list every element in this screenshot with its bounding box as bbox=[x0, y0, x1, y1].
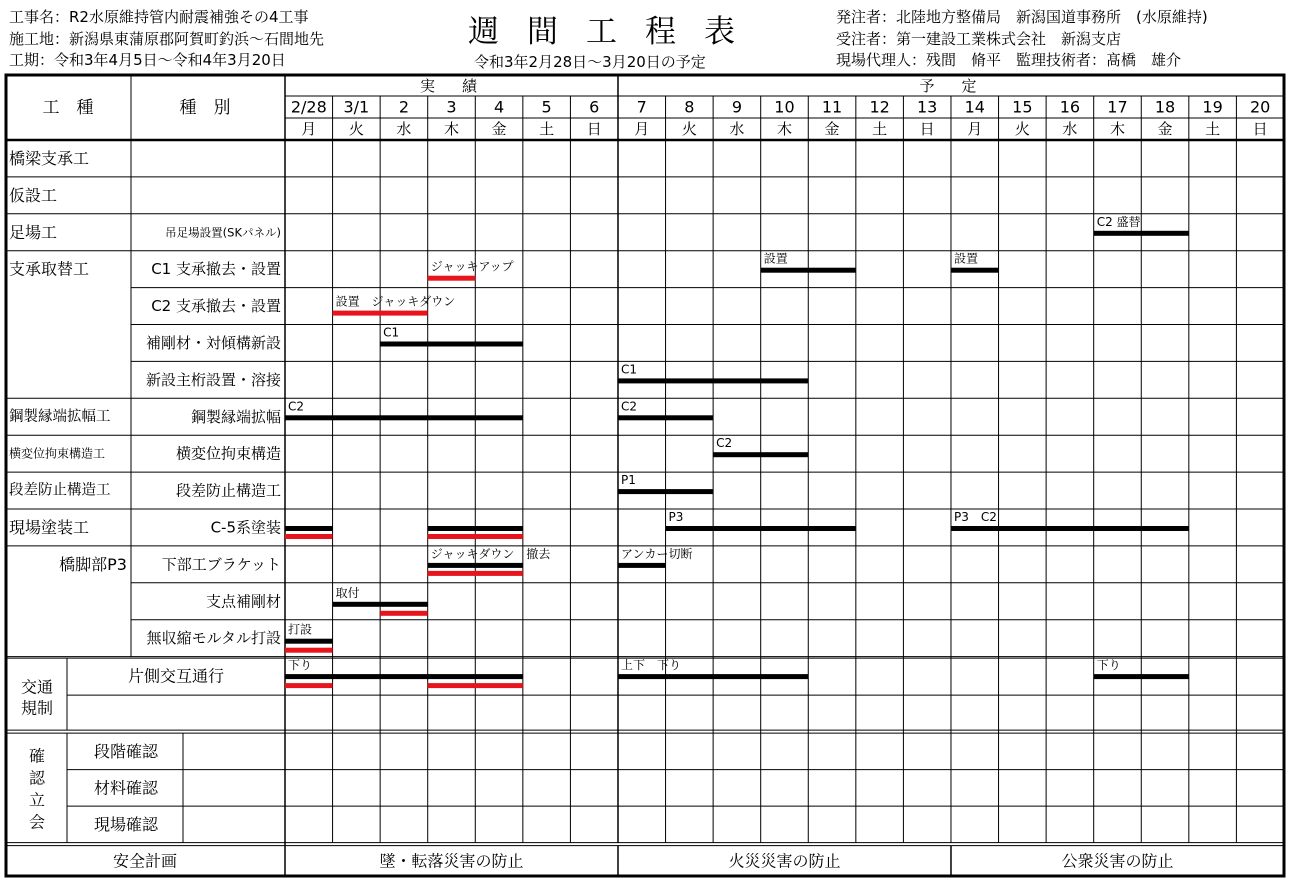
plan-bar bbox=[618, 563, 666, 568]
inspection-item: 材料確認 bbox=[93, 778, 159, 798]
inspection-group: 会 bbox=[28, 812, 46, 832]
section-plan: 予 定 bbox=[919, 77, 983, 95]
day-of-week: 水 bbox=[729, 120, 745, 138]
plan-bar bbox=[380, 342, 523, 347]
day-date: 12 bbox=[869, 97, 890, 117]
day-date: 18 bbox=[1154, 97, 1176, 117]
day-of-week: 日 bbox=[919, 120, 935, 138]
day-of-week: 月 bbox=[634, 120, 650, 138]
plan-bar bbox=[951, 526, 1189, 531]
work-label: 現場塗装工 bbox=[9, 517, 90, 537]
plan-bar bbox=[618, 489, 713, 494]
day-date: 10 bbox=[774, 97, 795, 117]
day-of-week: 火 bbox=[1014, 120, 1030, 138]
day-of-week: 火 bbox=[348, 120, 364, 138]
plan-bar bbox=[428, 526, 523, 531]
plan-bar bbox=[333, 602, 428, 607]
traffic-label: 片側交互通行 bbox=[127, 666, 225, 686]
type-label: C1 支承撤去・設置 bbox=[151, 260, 281, 279]
inspection-item: 現場確認 bbox=[93, 814, 159, 834]
type-label: 吊足場設置(SKパネル) bbox=[165, 225, 281, 240]
plan-bar bbox=[618, 415, 713, 420]
plan-bar bbox=[713, 452, 808, 457]
page-title: 週間工程表 bbox=[468, 14, 763, 50]
construction-term: 工期：令和3年4月5日～令和4年3月20日 bbox=[9, 51, 286, 69]
work-label: 橋梁支承工 bbox=[9, 148, 90, 168]
bar-label: 下り bbox=[1096, 658, 1121, 673]
type-label: C2 支承撤去・設置 bbox=[151, 297, 281, 316]
day-date: 17 bbox=[1107, 97, 1128, 117]
table-frame bbox=[6, 75, 1284, 876]
project-name: 工事名：R2水原維持管内耐震補強その4工事 bbox=[9, 8, 309, 26]
safety-label: 安全計画 bbox=[112, 851, 178, 871]
plan-bar bbox=[618, 378, 808, 383]
actual-bar bbox=[428, 534, 523, 539]
col-work-header: 工 種 bbox=[42, 98, 94, 118]
day-of-week: 木 bbox=[1109, 120, 1125, 138]
day-date: 13 bbox=[917, 97, 938, 117]
day-of-week: 金 bbox=[824, 120, 840, 138]
actual-bar bbox=[428, 276, 476, 281]
plan-bar bbox=[618, 674, 808, 679]
plan-bar bbox=[428, 563, 523, 568]
safety-item: 公衆災害の防止 bbox=[1061, 851, 1174, 871]
day-of-week: 土 bbox=[872, 120, 888, 138]
actual-bar bbox=[285, 683, 333, 688]
day-date: 11 bbox=[821, 97, 843, 117]
day-date: 3 bbox=[446, 97, 457, 117]
plan-bar bbox=[285, 526, 333, 531]
orderer: 発注者：北陸地方整備局 新潟国道事務所 (水原維持) bbox=[836, 8, 1208, 26]
day-date: 5 bbox=[541, 97, 552, 117]
bar-label: P3 bbox=[668, 510, 684, 524]
day-of-week: 水 bbox=[1062, 120, 1078, 138]
day-date: 7 bbox=[636, 97, 647, 117]
inspection-group: 認 bbox=[28, 768, 46, 788]
day-of-week: 金 bbox=[1157, 120, 1173, 138]
bar-label: 下り bbox=[288, 658, 313, 673]
plan-bar bbox=[951, 268, 999, 273]
bar-label: 上下 下り bbox=[620, 658, 682, 673]
type-label: 無収縮モルタル打設 bbox=[146, 629, 281, 648]
day-date: 3/1 bbox=[343, 97, 370, 117]
actual-bar bbox=[428, 683, 523, 688]
bar-label: ジャッキダウン 撤去 bbox=[430, 546, 551, 561]
bar-label: 設置 bbox=[763, 251, 788, 266]
type-label: 補剛材・対傾構新設 bbox=[145, 333, 281, 352]
traffic-group: 交通 bbox=[20, 677, 54, 697]
safety-item: 火災災害の防止 bbox=[728, 851, 841, 871]
day-date: 15 bbox=[1012, 97, 1033, 117]
day-date: 14 bbox=[964, 97, 985, 117]
schedule-period: 令和3年2月28日～3月20日の予定 bbox=[474, 53, 706, 71]
day-of-week: 金 bbox=[491, 120, 507, 138]
day-of-week: 土 bbox=[539, 120, 555, 138]
bar-label: 設置 ジャッキダウン bbox=[335, 294, 456, 309]
inspection-group: 確 bbox=[28, 746, 46, 766]
inspection-group: 立 bbox=[28, 790, 46, 810]
actual-bar bbox=[333, 311, 428, 316]
type-label: C-5系塗装 bbox=[210, 518, 281, 537]
bar-label: C2 盛替 bbox=[1096, 214, 1141, 229]
traffic-group: 規制 bbox=[20, 698, 54, 718]
type-label: 横変位拘束構造 bbox=[175, 444, 281, 463]
type-label: 下部工ブラケット bbox=[161, 555, 281, 574]
inspection-item: 段階確認 bbox=[93, 741, 159, 761]
bar-label: C2 bbox=[620, 399, 638, 414]
actual-bar bbox=[428, 571, 523, 576]
day-date: 6 bbox=[589, 97, 600, 117]
day-of-week: 火 bbox=[681, 120, 697, 138]
day-of-week: 日 bbox=[1252, 120, 1268, 138]
bar-label: P1 bbox=[620, 473, 636, 488]
bar-label: 取付 bbox=[335, 585, 360, 600]
section-actual: 実 績 bbox=[419, 77, 484, 95]
type-label: 新設主桁設置・溶接 bbox=[145, 370, 281, 389]
type-label: 段差防止構造工 bbox=[175, 481, 281, 500]
work-label: 足場工 bbox=[9, 222, 58, 242]
day-date: 8 bbox=[684, 97, 695, 117]
day-date: 2/28 bbox=[290, 97, 327, 117]
bar-label: P3 C2 bbox=[953, 510, 997, 524]
work-label: 橋脚部P3 bbox=[59, 554, 127, 574]
bar-label: ジャッキアップ bbox=[430, 259, 514, 274]
work-label: 横変位拘束構造工 bbox=[9, 446, 106, 461]
type-label: 鋼製縁端拡幅 bbox=[190, 407, 281, 426]
plan-bar bbox=[1094, 231, 1189, 236]
work-label: 鋼製縁端拡幅工 bbox=[9, 408, 111, 425]
plan-bar bbox=[285, 674, 523, 679]
plan-bar bbox=[285, 415, 523, 420]
bar-label: C2 bbox=[288, 399, 305, 414]
plan-bar bbox=[1094, 674, 1189, 679]
bar-label: C1 bbox=[620, 362, 638, 377]
actual-bar bbox=[285, 648, 333, 653]
work-label: 支承取替工 bbox=[9, 259, 90, 279]
bar-label: アンカー切断 bbox=[620, 546, 693, 561]
day-of-week: 日 bbox=[586, 120, 602, 138]
day-date: 16 bbox=[1059, 97, 1081, 117]
plan-bar bbox=[285, 639, 333, 644]
day-date: 2 bbox=[398, 97, 410, 117]
day-of-week: 土 bbox=[1205, 120, 1221, 138]
work-label: 仮設工 bbox=[9, 185, 58, 205]
plan-bar bbox=[666, 526, 856, 531]
site-location: 施工地：新潟県東蒲原郡阿賀町釣浜～石間地先 bbox=[9, 30, 325, 48]
col-type-header: 種 別 bbox=[179, 98, 231, 118]
day-date: 4 bbox=[493, 97, 505, 117]
actual-bar bbox=[285, 534, 333, 539]
day-of-week: 月 bbox=[967, 120, 983, 138]
site-agents: 現場代理人：残間 脩平 監理技術者：髙橋 雄介 bbox=[836, 51, 1182, 69]
contractor: 受注者：第一建設工業株式会社 新潟支店 bbox=[836, 30, 1122, 48]
plan-bar bbox=[761, 268, 856, 273]
actual-bar bbox=[380, 611, 428, 616]
day-of-week: 月 bbox=[301, 120, 317, 138]
day-date: 20 bbox=[1250, 97, 1271, 117]
bar-label: 打設 bbox=[288, 622, 313, 637]
type-label: 支点補剛材 bbox=[205, 592, 281, 611]
bar-label: 設置 bbox=[953, 251, 978, 266]
day-date: 19 bbox=[1202, 97, 1223, 117]
day-date: 9 bbox=[731, 97, 743, 117]
day-of-week: 木 bbox=[443, 120, 460, 138]
bar-label: C1 bbox=[383, 325, 400, 340]
bar-label: C2 bbox=[716, 436, 733, 451]
work-label: 段差防止構造工 bbox=[9, 482, 111, 499]
day-of-week: 水 bbox=[396, 120, 412, 138]
day-of-week: 木 bbox=[776, 120, 792, 138]
safety-item: 墜・転落災害の防止 bbox=[379, 851, 524, 871]
